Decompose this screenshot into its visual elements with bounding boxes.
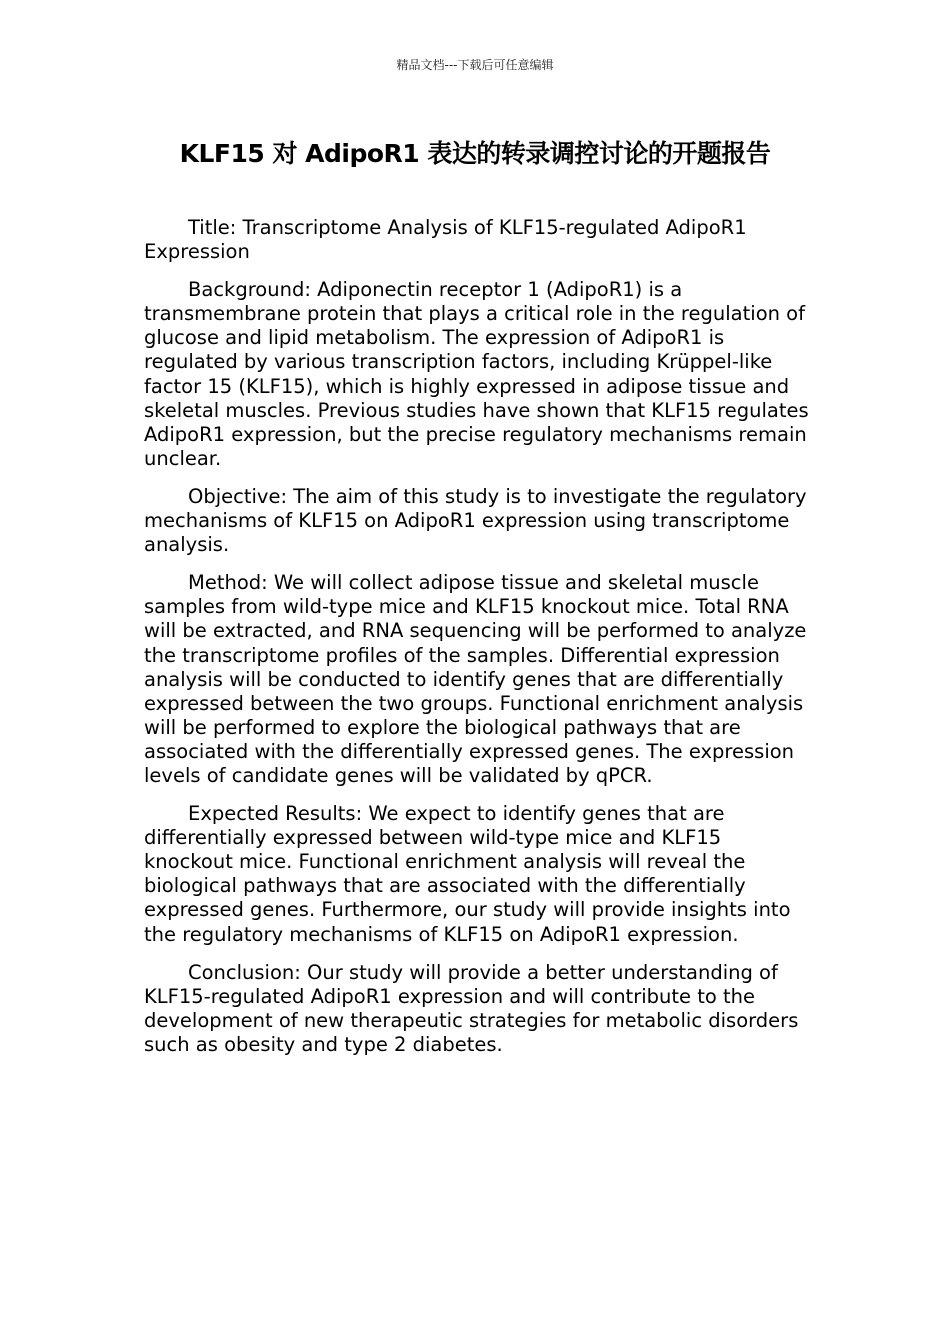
header-note: 精品文档---下载后可任意编辑 — [396, 58, 554, 72]
paragraph-conclusion: Conclusion: Our study will provide a better understanding of KLF15-regulated AdipoR1 expression and will contribute to the development of new therapeutic strategies for metabolic disorders such as obesity and type 2 diabetes. — [144, 960, 799, 1056]
paragraph-expected-results: Expected Results: We expect to identify genes that are differentially expressed between wild-type mice and KLF15 knockout mice. Functional enrichment analysis will reveal the biological pathways that are associated with the differentially expressed genes. Furthermore, our study will provide insights into the regulatory mechanisms of KLF15 on AdipoR1 expression. — [144, 802, 791, 946]
paragraph-method: Method: We will collect adipose tissue and skeletal muscle samples from wild-type mice and KLF15 knockout mice. Total RNA will be extracted, and RNA sequencing will be performed to analyze the transcriptome profiles of the samples. Differential expression analysis will be conducted to identify genes that are differentially expressed between the two groups. Functional enrichment analysis will be performed to explore the biological pathways that are associated with the differentially expressed genes. The expression levels of candidate genes will be validated by qPCR. — [144, 571, 807, 787]
document-body — [144, 216, 809, 1071]
document-title: KLF15 对 AdipoR1 表达的转录调控讨论的开题报告 — [179, 139, 771, 168]
paragraph-background: Background: Adiponectin receptor 1 (AdipoR1) is a transmembrane protein that plays a critical role in the regulation of glucose and lipid metabolism. The expression of AdipoR1 is regulated by various transcription factors, including Krüppel-like factor 15 (KLF15), which is highly expressed in adipose tissue and skeletal muscles. Previous studies have shown that KLF15 regulates AdipoR1 expression, but the precise regulatory mechanisms remain unclear. — [144, 278, 809, 470]
paragraph-objective: Objective: The aim of this study is to investigate the regulatory mechanisms of KLF15 on AdipoR1 expression using transcriptome analysis. — [144, 484, 807, 557]
paragraph-title: Title: Transcriptome Analysis of KLF15-regulated AdipoR1 Expression — [144, 216, 747, 264]
